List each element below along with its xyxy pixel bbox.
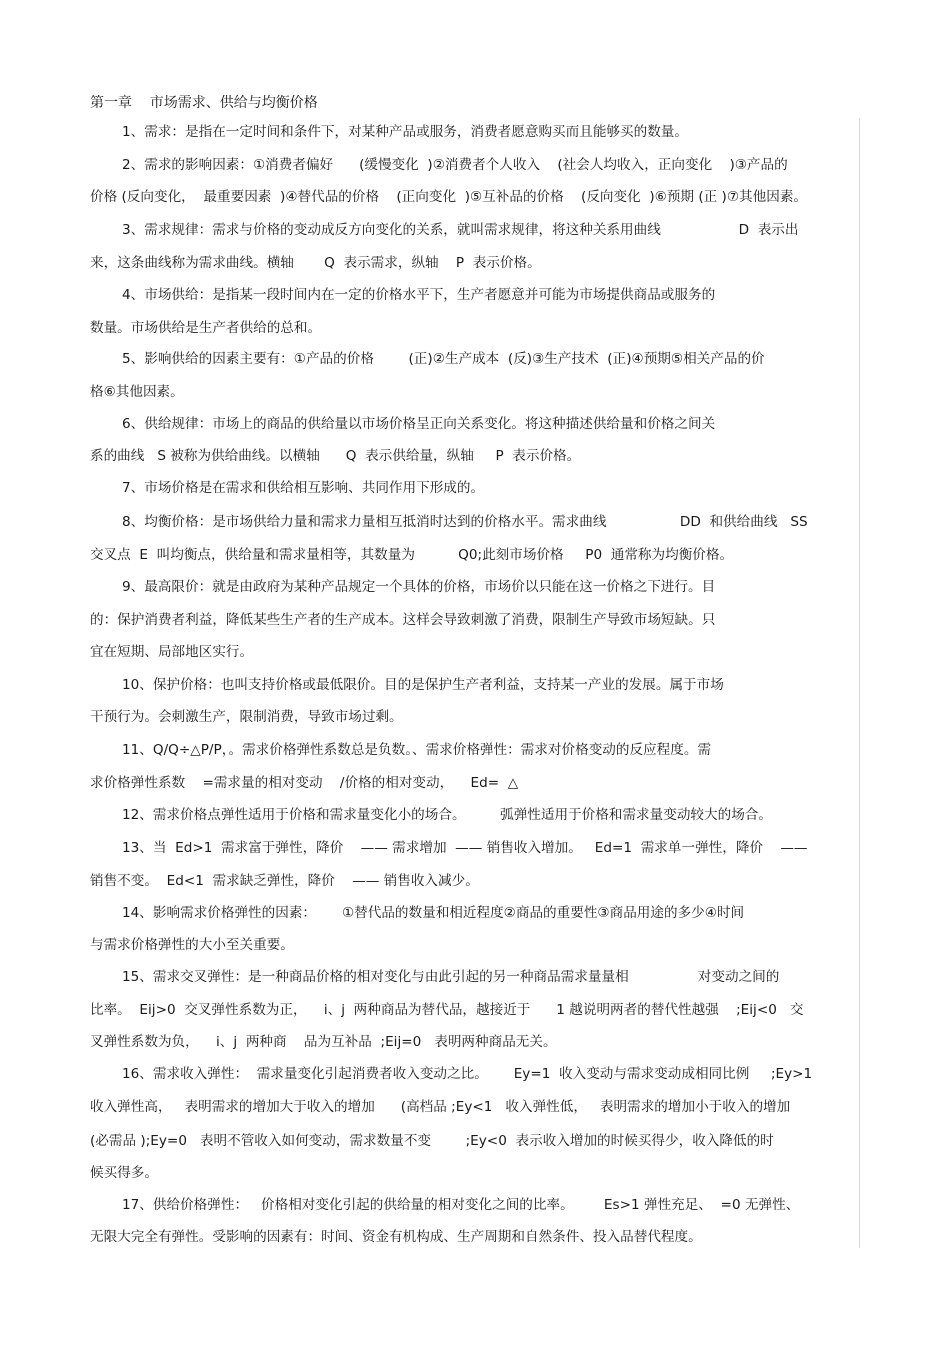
text-line: 来，这条曲线称为需求曲线。横轴 Q 表示需求，纵轴 P 表示价格。 bbox=[90, 255, 541, 271]
text-line: 价格 (反向变化， 最重要因素 )④替代品的价格 (正向变化 )⑤互补品的价格 (反向变化 )⑥预期 (正 )⑦其他因素。 bbox=[90, 189, 808, 205]
text-line: 候买得多。 bbox=[90, 1165, 158, 1181]
text-line: 数量。市场供给是生产者供给的总和。 bbox=[90, 320, 322, 336]
text-line: 格⑥其他因素。 bbox=[90, 384, 184, 400]
text-line: 17、供给价格弹性： 价格相对变化引起的供给量的相对变化之间的比率。 Es>1 弹性充足、 =0 无弹性、 bbox=[122, 1197, 800, 1213]
text-line: 宜在短期、局部地区实行。 bbox=[90, 644, 254, 660]
text-line: 6、供给规律：市场上的商品的供给量以市场价格呈正向关系变化。将这种描述供给量和价格之间关 bbox=[122, 416, 716, 432]
text-line: 求价格弹性系数 =需求量的相对变动 /价格的相对变动， Ed= △ bbox=[90, 775, 519, 791]
text-line: 收入弹性高， 表明需求的增加大于收入的增加 (高档品 ;Ey<1 收入弹性低， 表明需求的增加小于收入的增加 bbox=[90, 1099, 791, 1115]
text-line: 10、保护价格：也叫支持价格或最低限价。目的是保护生产者利益，支持某一产业的发展。属于市场 bbox=[122, 677, 724, 693]
text-line: 4、市场供给：是指某一段时间内在一定的价格水平下，生产者愿意并可能为市场提供商品或服务的 bbox=[122, 287, 716, 303]
text-line: 交叉点 E 叫均衡点，供给量和需求量相等，其数量为 Q0;此刻市场价格 P0 通常称为均衡价格。 bbox=[90, 547, 734, 563]
text-line: 2、需求的影响因素：①消费者偏好 (缓慢变化 )②消费者个人收入 (社会人均收入，正向变化 )③产品的 bbox=[122, 157, 788, 173]
text-line: 9、最高限价：就是由政府为某种产品规定一个具体的价格，市场价以只能在这一价格之下进行。目 bbox=[122, 579, 716, 595]
text-line: 16、需求收入弹性： 需求量变化引起消费者收入变动之比。 Ey=1 收入变动与需求变动成相同比例 ;Ey>1 bbox=[122, 1066, 813, 1082]
text-line: 15、需求交叉弹性：是一种商品价格的相对变化与由此引起的另一种商品需求量量相 对变动之间的 bbox=[122, 969, 780, 985]
text-line: 7、市场价格是在需求和供给相互影响、共同作用下形成的。 bbox=[122, 480, 485, 496]
text-line: (必需品 );Ey=0 表明不管收入如何变动，需求数量不变 ;Ey<0 表示收入增加的时候买得少，收入降低的时 bbox=[90, 1133, 774, 1149]
text-line: 14、影响需求价格弹性的因素： ①替代品的数量和相近程度②商品的重要性③商品用途的多少④时间 bbox=[122, 905, 745, 921]
text-line: 销售不变。 Ed<1 需求缺乏弹性，降价 —— 销售收入减少。 bbox=[90, 873, 479, 889]
text-line: 8、均衡价格：是市场供给力量和需求力量相互抵消时达到的价格水平。需求曲线 DD 和供给曲线 SS bbox=[122, 514, 808, 530]
text-line: 13、当 Ed>1 需求富于弹性，降价 —— 需求增加 —— 销售收入增加。 Ed=1 需求单一弹性，降价 —— bbox=[122, 840, 808, 856]
chapter-title: 第一章 市场需求、供给与均衡价格 bbox=[90, 95, 318, 111]
text-line: 11、Q/Q÷△P/P，。需求价格弹性系数总是负数。、需求价格弹性：需求对价格变动的反应程度。需 bbox=[122, 742, 712, 758]
text-line: 比率。 Eij>0 交叉弹性系数为正， i、j 两种商品为替代品，越接近于 1 越说明两者的替代性越强 ;Eij<0 交 bbox=[90, 1002, 804, 1018]
text-line: 1、需求：是指在一定时间和条件下，对某种产品或服务，消费者愿意购买而且能够买的数量。 bbox=[122, 124, 688, 140]
text-line: 系的曲线 S 被称为供给曲线。以横轴 Q 表示供给量，纵轴 P 表示价格。 bbox=[90, 448, 581, 464]
text-line: 干预行为。会刺激生产，限制消费，导致市场过剩。 bbox=[90, 709, 403, 725]
text-line: 5、影响供给的因素主要有：①产品的价格 (正)②生产成本 (反)③生产技术 (正)④预期⑤相关产品的价 bbox=[122, 351, 765, 367]
text-line: 与需求价格弹性的大小至关重要。 bbox=[90, 937, 294, 953]
page-edge-rule bbox=[859, 118, 860, 1248]
text-line: 12、需求价格点弹性适用于价格和需求量变化小的场合。 弧弹性适用于价格和需求量变动较大的场合。 bbox=[122, 807, 772, 823]
text-line: 叉弹性系数为负， i、j 两种商 品为互补品 ;Eij=0 表明两种商品无关。 bbox=[90, 1034, 557, 1050]
text-line: 3、需求规律：需求与价格的变动成反方向变化的关系，就叫需求规律，将这种关系用曲线 D 表示出 bbox=[122, 222, 799, 238]
text-line: 的：保护消费者利益，降低某些生产者的生产成本。这样会导致刺激了消费，限制生产导致市场短缺。只 bbox=[90, 612, 716, 628]
text-line: 无限大完全有弹性。受影响的因素有：时间、资金有机构成、生产周期和自然条件、投入品替代程度。 bbox=[90, 1229, 702, 1245]
